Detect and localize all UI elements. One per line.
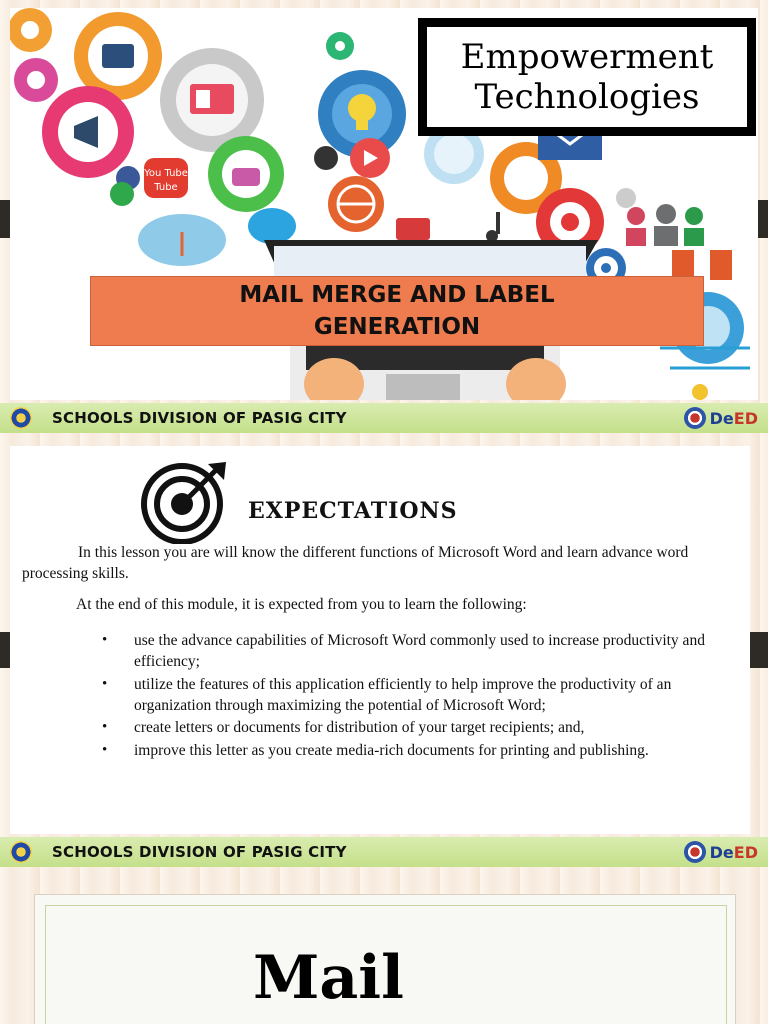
expectations-list: [96, 630, 736, 762]
deped-logo-accent: ED: [733, 408, 758, 428]
twitter-bird-icon: [248, 208, 296, 244]
gear-icon: [314, 146, 338, 170]
slide-title-box: [418, 18, 756, 136]
division-seal-icon: [10, 407, 32, 429]
deped-logo: [684, 840, 758, 864]
wifi-bubble-icon: [138, 214, 226, 266]
slide-title: Mail: [253, 943, 404, 1013]
video-icon: [350, 138, 390, 178]
banner-line-2: GENERATION: [313, 314, 481, 340]
list-item: • improve this letter as you create media-rich documents for printing and publishing.: [96, 740, 736, 761]
banner-line-1: MAIL MERGE AND LABEL: [239, 282, 555, 308]
slide-footer: [0, 403, 768, 433]
list-item: • utilize the features of this application efficiently to help improve the productivity of an organization through maximizing the potential of Microsoft Word;: [96, 674, 736, 716]
lead-paragraph: At the end of this module, it is expected from you to learn the following:: [76, 596, 527, 613]
youtube-label: You Tube: [144, 168, 188, 179]
small-gear-icon: [326, 32, 354, 60]
city-seal-icon: [684, 407, 706, 429]
list-item: • create letters or documents for distribution of your target recipients; and,: [96, 717, 736, 738]
gear-icon: [10, 8, 52, 52]
slide-footer: [0, 837, 768, 867]
title-slide: [10, 8, 758, 400]
globe-icon: [328, 176, 384, 232]
music-note-icon: [486, 212, 500, 242]
division-seal-icon: [10, 841, 32, 863]
intro-paragraph: In this lesson you are will know the different functions of Microsoft Word and learn advance word processing skills.: [22, 544, 689, 582]
lesson-title-banner: [90, 276, 704, 346]
expectations-slide: [10, 446, 750, 834]
chat-gear-icon: [208, 136, 284, 212]
title-line-1: Empowerment: [460, 37, 714, 77]
megaphone-gear-icon: [42, 86, 134, 178]
city-seal-icon: [684, 841, 706, 863]
gear-icon: [616, 188, 636, 208]
deped-logo: [684, 406, 758, 430]
footer-label: SCHOOLS DIVISION OF PASIG CITY: [52, 409, 347, 427]
title-line-2: Technologies: [474, 77, 700, 117]
film-camera-icon: [396, 218, 430, 240]
deped-logo-main: De: [709, 408, 734, 428]
svg-text:Tube: Tube: [154, 182, 178, 193]
mail-merge-slide: [34, 894, 736, 1024]
deped-logo-main: De: [709, 842, 734, 862]
target-arrow-icon: [140, 460, 230, 544]
social-icons: [110, 158, 188, 206]
deped-logo-accent: ED: [733, 842, 758, 862]
gear-icon: [14, 58, 58, 102]
people-icon: [626, 204, 704, 246]
expectations-heading: EXPECTATIONS: [248, 498, 458, 524]
footer-label: SCHOOLS DIVISION OF PASIG CITY: [52, 843, 347, 861]
list-item: • use the advance capabilities of Microsoft Word commonly used to increase productivity and efficiency;: [96, 630, 736, 672]
